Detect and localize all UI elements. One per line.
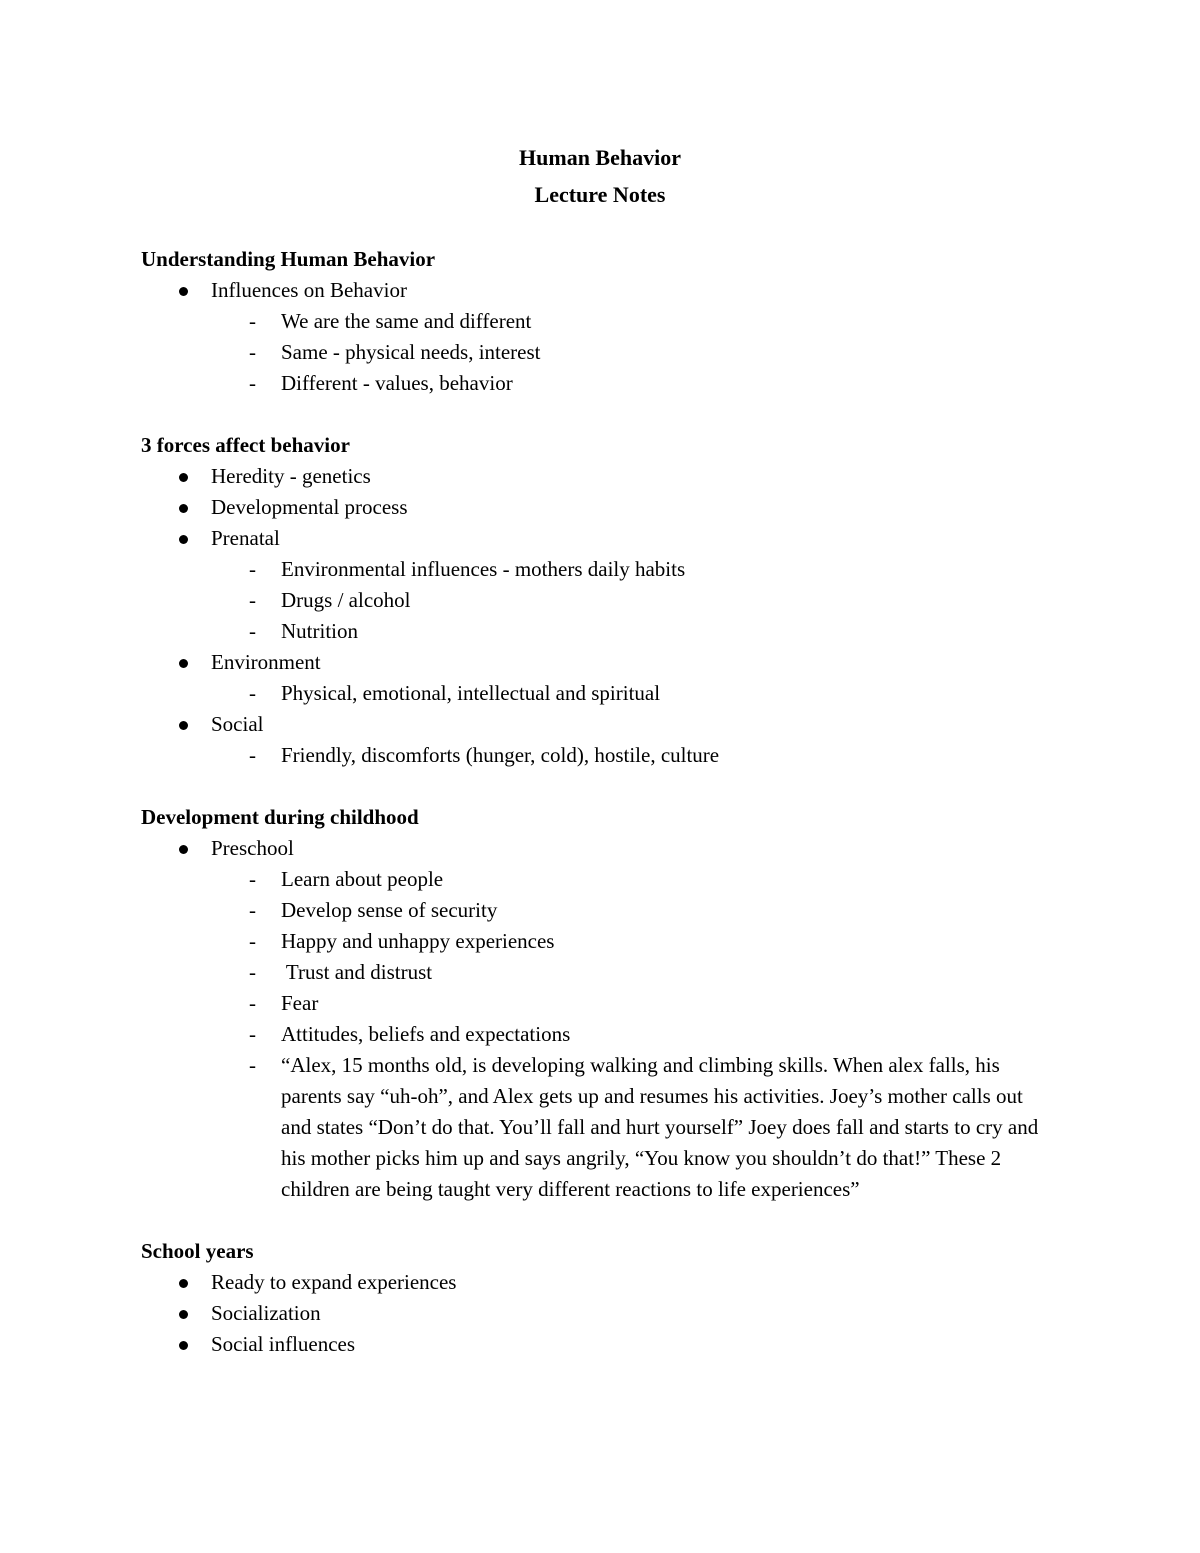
sub-item <box>211 368 1071 399</box>
bullet-icon <box>179 845 188 854</box>
sub-item-text: Same - physical needs, interest <box>281 340 541 364</box>
sub-item <box>211 864 1071 895</box>
document-subtitle: Lecture Notes <box>534 182 666 207</box>
dash-icon: - <box>249 588 256 612</box>
bullet-text: Preschool <box>211 836 294 860</box>
bullet-text: Developmental process <box>211 495 408 519</box>
sub-item <box>211 895 1071 926</box>
sub-item <box>211 616 1071 647</box>
bullet-item <box>141 492 1071 523</box>
bullet-icon <box>179 473 188 482</box>
section <box>141 244 1071 399</box>
section <box>141 802 1071 1205</box>
sub-item <box>211 678 1071 709</box>
bullet-list <box>141 461 1071 771</box>
sub-list <box>211 864 1071 1205</box>
bullet-text: Heredity - genetics <box>211 464 371 488</box>
bullet-icon <box>179 659 188 668</box>
bullet-icon <box>179 504 188 513</box>
sub-item-text: Drugs / alcohol <box>281 588 411 612</box>
sub-item-text: Fear <box>281 991 319 1015</box>
dash-icon: - <box>249 557 256 581</box>
sub-item <box>211 306 1071 337</box>
dash-icon: - <box>249 1022 256 1046</box>
bullet-item <box>141 1329 1071 1360</box>
sub-list <box>211 554 1071 647</box>
sub-item <box>211 337 1071 368</box>
sub-item-text: Learn about people <box>281 867 444 891</box>
document-title: Human Behavior <box>519 145 681 170</box>
dash-icon: - <box>249 1053 256 1077</box>
bullet-text: Influences on Behavior <box>211 278 407 302</box>
dash-icon: - <box>249 929 256 953</box>
sub-list <box>211 740 1071 771</box>
section-heading: 3 forces affect behavior <box>141 433 350 457</box>
section-heading: School years <box>141 1239 254 1263</box>
bullet-list <box>141 1267 1071 1360</box>
sub-item <box>211 988 1071 1019</box>
sub-item-text: Nutrition <box>281 619 358 643</box>
bullet-icon <box>179 287 188 296</box>
dash-icon: - <box>249 898 256 922</box>
bullet-text: Environment <box>211 650 321 674</box>
dash-icon: - <box>249 867 256 891</box>
bullet-list <box>141 833 1071 1205</box>
bullet-item <box>141 1298 1071 1329</box>
sub-item <box>211 926 1071 957</box>
bullet-text: Prenatal <box>211 526 280 550</box>
bullet-item <box>141 275 1071 399</box>
dash-icon: - <box>249 743 256 767</box>
dash-icon: - <box>249 619 256 643</box>
bullet-icon <box>179 1279 188 1288</box>
sub-item-text: Friendly, discomforts (hunger, cold), hostile, culture <box>281 743 720 767</box>
sub-item-text: We are the same and different <box>281 309 532 333</box>
bullet-item <box>141 647 1071 709</box>
bullet-item <box>141 1267 1071 1298</box>
bullet-text: Social influences <box>211 1332 356 1356</box>
section-heading: Understanding Human Behavior <box>141 247 436 271</box>
dash-icon: - <box>249 960 256 984</box>
sub-item-text: Happy and unhappy experiences <box>281 929 555 953</box>
bullet-icon <box>179 1341 188 1350</box>
dash-icon: - <box>249 991 256 1015</box>
bullet-text: Ready to expand experiences <box>211 1270 457 1294</box>
dash-icon: - <box>249 340 256 364</box>
bullet-icon <box>179 1310 188 1319</box>
bullet-item <box>141 523 1071 647</box>
document-body <box>141 244 1071 1360</box>
bullet-icon <box>179 535 188 544</box>
sub-item <box>211 957 1071 988</box>
section <box>141 1236 1071 1360</box>
sub-item-text: Trust and distrust <box>281 960 433 984</box>
section <box>141 430 1071 771</box>
section-heading: Development during childhood <box>141 805 419 829</box>
sub-item <box>211 740 1071 771</box>
bullet-item <box>141 461 1071 492</box>
bullet-item <box>141 709 1071 771</box>
sub-item <box>211 554 1071 585</box>
sub-item-text: Physical, emotional, intellectual and spiritual <box>281 681 661 705</box>
bullet-text: Socialization <box>211 1301 321 1325</box>
sub-item-text: Environmental influences - mothers daily habits <box>281 557 686 581</box>
dash-icon: - <box>249 309 256 333</box>
bullet-icon <box>179 721 188 730</box>
bullet-list <box>141 275 1071 399</box>
sub-item-text: “Alex, 15 months old, is developing walking and climbing skills. When alex falls, his parents say “uh-oh”, and Alex gets up and resumes his activities. Joey’s mother calls out and states “Don’t do that. You’ll fall and hurt yourself” Joey does fall and starts to cry and his mother picks him up and says angrily, “You know you shouldn’t do that!” These 2 children are being taught very different reactions to life experiences” <box>281 1053 1039 1201</box>
sub-item-text: Develop sense of security <box>281 898 498 922</box>
dash-icon: - <box>249 371 256 395</box>
bullet-text: Social <box>211 712 264 736</box>
sub-item <box>211 585 1071 616</box>
bullet-item <box>141 833 1071 1205</box>
dash-icon: - <box>249 681 256 705</box>
sub-item-text: Attitudes, beliefs and expectations <box>281 1022 571 1046</box>
sub-list <box>211 306 1071 399</box>
sub-item <box>211 1050 1071 1205</box>
sub-item <box>211 1019 1071 1050</box>
sub-list <box>211 678 1071 709</box>
sub-item-text: Different - values, behavior <box>281 371 513 395</box>
